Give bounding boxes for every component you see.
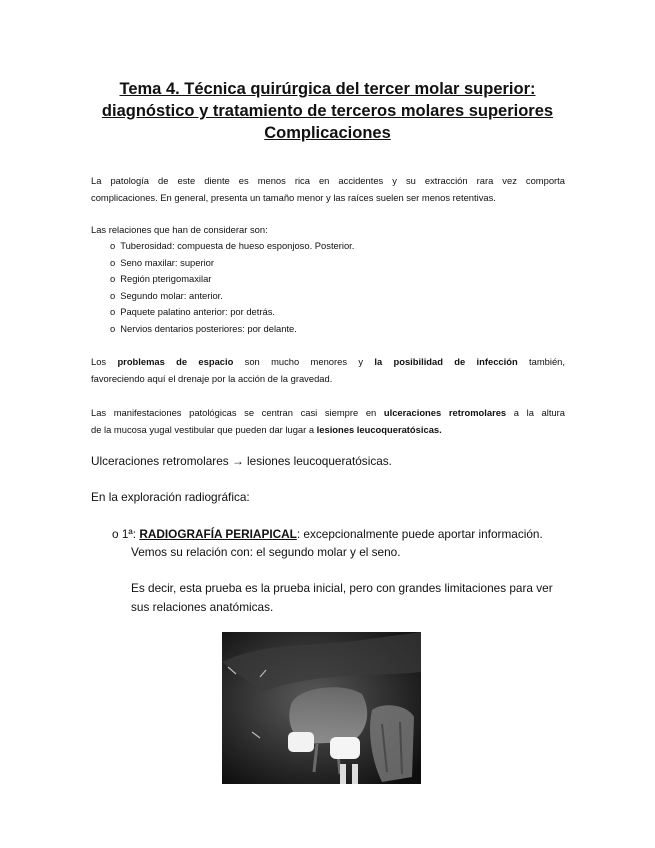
title-line-1: Tema 4. Técnica quirúrgica del tercer molar superior: bbox=[119, 80, 536, 98]
relations-heading: Las relaciones que han de considerar son: bbox=[91, 224, 268, 235]
list-item: o Región pterigomaxilar bbox=[110, 271, 354, 288]
list-item: o Segundo molar: anterior. bbox=[110, 288, 354, 305]
space-paragraph bbox=[91, 353, 565, 387]
list-item: o Seno maxilar: superior bbox=[110, 255, 354, 272]
exploration-heading: En la exploración radiográfica: bbox=[91, 490, 250, 504]
intro-paragraph bbox=[91, 172, 565, 206]
space-line-1: Los problemas de espacio son mucho menores y la posibilidad de infección también, bbox=[91, 356, 565, 367]
ulcer-line: Ulceraciones retromolares → lesiones leucoqueratósicas. bbox=[91, 454, 392, 468]
list-item: o Nervios dentarios posteriores: por delante. bbox=[110, 321, 354, 338]
page-title bbox=[40, 78, 615, 144]
periapical-note: Es decir, esta prueba es la prueba inicial, pero con grandes limitaciones para ver sus relaciones anatómicas. bbox=[131, 581, 553, 614]
relations-list bbox=[110, 238, 354, 338]
title-line-3: Complicaciones bbox=[264, 124, 391, 142]
list-item: o Tuberosidad: compuesta de hueso esponjoso. Posterior. bbox=[110, 238, 354, 255]
intro-line-1: La patología de este diente es menos rica en accidentes y su extracción rara vez comporta bbox=[91, 175, 565, 186]
periapical-xray-image bbox=[222, 632, 421, 784]
space-line-2: favoreciendo aquí el drenaje por la acción de la gravedad. bbox=[91, 373, 333, 384]
manifest-line-1: Las manifestaciones patológicas se centran casi siempre en ulceraciones retromolares a la altura bbox=[91, 407, 565, 418]
periapical-line-2: Vemos su relación con: el segundo molar y el seno. bbox=[131, 545, 401, 559]
list-item: o Paquete palatino anterior: por detrás. bbox=[110, 304, 354, 321]
manifest-paragraph bbox=[91, 404, 565, 438]
periapical-item: o 1ª: RADIOGRAFÍA PERIAPICAL: excepcionalmente puede aportar información. bbox=[112, 527, 543, 541]
periapical-label: RADIOGRAFÍA PERIAPICAL bbox=[139, 527, 297, 541]
intro-line-2: complicaciones. En general, presenta un tamaño menor y las raíces suelen ser menos retentivas. bbox=[91, 192, 496, 203]
manifest-line-2: de la mucosa yugal vestibular que pueden dar lugar a lesiones leucoqueratósicas. bbox=[91, 424, 442, 435]
title-line-2: diagnóstico y tratamiento de terceros molares superiores bbox=[101, 102, 554, 120]
